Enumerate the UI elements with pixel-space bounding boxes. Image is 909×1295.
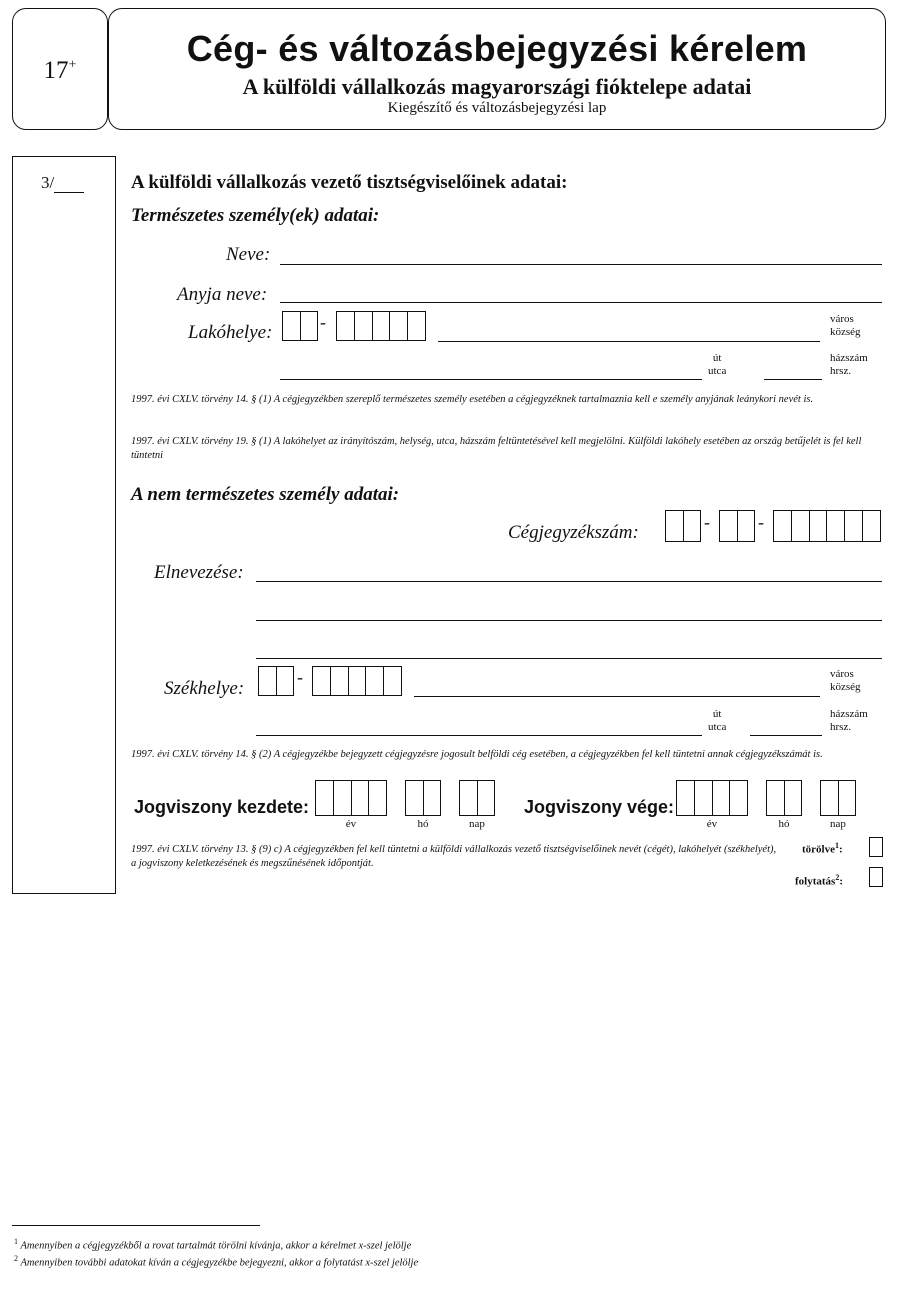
footnote-separator [12, 1225, 260, 1226]
house-number-label: házszám hrsz. [830, 352, 868, 377]
mother-name-field[interactable] [280, 302, 882, 303]
entity-name-field-3[interactable] [256, 658, 882, 659]
regno-part-2[interactable] [719, 510, 755, 542]
end-month-caption: hó [778, 818, 790, 830]
legal-note-4: 1997. évi CXLV. törvény 13. § (9) c) A cégjegyzékben fel kell tüntetni a külföldi vállalkozás vezető tisztségviselőinek nevét (cégét), lakóhelyét (székhelyét), a jogviszony keletkezésének és megszűnésének időpontját. [131, 844, 777, 869]
name-field[interactable] [280, 264, 882, 265]
relationship-start-label: Jogviszony kezdete: [134, 797, 310, 817]
natural-person-title: Természetes személy(ek) adatai: [131, 205, 380, 226]
end-day-field[interactable] [820, 780, 856, 816]
city-label: város község [830, 313, 861, 338]
section-number-column [12, 156, 116, 894]
legal-entity-title: A nem természetes személy adatai: [131, 484, 400, 505]
start-day-caption: nap [469, 818, 485, 830]
end-year-caption: év [706, 818, 718, 830]
street-label: út utca [708, 352, 727, 377]
start-month-field[interactable] [405, 780, 441, 816]
residence-street-field[interactable] [280, 379, 702, 380]
residence-city-field[interactable] [438, 341, 820, 342]
section-number[interactable]: 3/ [41, 173, 84, 193]
entity-name-field-1[interactable] [256, 581, 882, 582]
deleted-label: törölve$^1$: [802, 841, 843, 856]
footnote-1: $^1$ Amennyiben a cégjegyzékből a rovat tartalmát törölni kívánja, akkor a kérelmet x-szel jelölje [14, 1237, 412, 1252]
continued-checkbox[interactable] [869, 867, 883, 887]
residence-label: Lakóhelye: [188, 322, 273, 343]
residence-postal-code[interactable] [336, 311, 426, 341]
footnote-2: $^2$ Amennyiben további adatokat kíván a cégjegyzékbe bejegyezni, akkor a folytatást x-szel jelölje [14, 1254, 419, 1269]
end-day-caption: nap [830, 818, 846, 830]
form-title: Cég- és változásbejegyzési kérelem [186, 28, 808, 69]
seat-house-number-field[interactable] [750, 735, 822, 736]
name-label: Neve: [226, 244, 271, 265]
regno-part-3[interactable] [773, 510, 881, 542]
legal-note-1: 1997. évi CXLV. törvény 14. § (1) A cégjegyzékben szereplő természetes személy esetében a cégjegyzéknek tartalmaznia kell e személy anyjának leánykori nevét is. [131, 394, 814, 405]
section-title: A külföldi vállalkozás vezető tisztségviselőinek adatai: [131, 172, 568, 193]
house-number-label: házszám hrsz. [830, 708, 868, 733]
start-year-caption: év [345, 818, 357, 830]
deleted-checkbox[interactable] [869, 837, 883, 857]
seat-street-field[interactable] [256, 735, 702, 736]
start-day-field[interactable] [459, 780, 495, 816]
entity-name-label: Elnevezése: [154, 562, 244, 583]
mother-name-label: Anyja neve: [177, 284, 268, 305]
residence-country-code[interactable] [282, 311, 318, 341]
entity-name-field-2[interactable] [256, 620, 882, 621]
start-month-caption: hó [417, 818, 429, 830]
form-number-box [12, 8, 108, 130]
regno-part-1[interactable] [665, 510, 701, 542]
dash: - [297, 667, 303, 687]
form-number: 17+ [43, 57, 77, 84]
continued-label: folytatás$^2$: [795, 873, 843, 888]
form-subtitle: A külföldi vállalkozás magyarországi fióktelepe adatai [242, 74, 752, 99]
residence-house-number-field[interactable] [764, 379, 822, 380]
seat-label: Székhelye: [164, 678, 245, 699]
seat-country-code[interactable] [258, 666, 294, 696]
start-year-field[interactable] [315, 780, 387, 816]
legal-note-2: 1997. évi CXLV. törvény 19. § (1) A lakóhelyet az irányítószám, helység, utca, házszám feltüntetésével kell megjelölni. Külföldi lakóhely esetében az ország betűjelét is fel kell tüntetni [131, 436, 862, 461]
dash: - [704, 512, 710, 532]
street-label: út utca [708, 708, 727, 733]
end-month-field[interactable] [766, 780, 802, 816]
city-label: város község [830, 668, 861, 693]
seat-postal-code[interactable] [312, 666, 402, 696]
dash: - [320, 312, 326, 332]
registration-number-label: Cégjegyzékszám: [508, 522, 639, 543]
dash: - [758, 512, 764, 532]
end-year-field[interactable] [676, 780, 748, 816]
sheet-type: Kiegészítő és változásbejegyzési lap [387, 100, 607, 116]
legal-note-3: 1997. évi CXLV. törvény 14. § (2) A cégjegyzékbe bejegyzett cégjegyzésre jogosult belföldi cég esetében, a cégjegyzékben fel kell tüntetni annak cégjegyzékszámát is. [131, 749, 823, 760]
seat-city-field[interactable] [414, 696, 820, 697]
relationship-end-label: Jogviszony vége: [524, 797, 675, 817]
